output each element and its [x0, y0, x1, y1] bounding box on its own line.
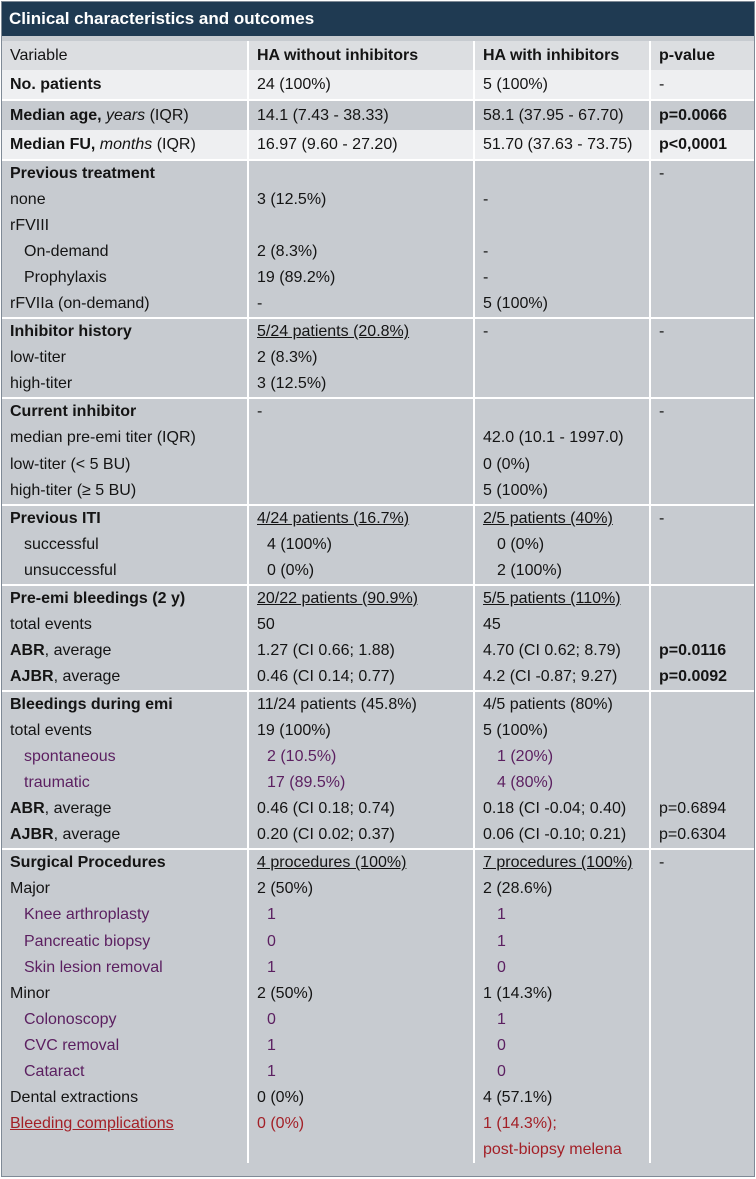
table-row	[2, 130, 754, 160]
cell-p: p=0.0092	[650, 664, 754, 691]
cell-with: 5/5 patients (110%)	[474, 585, 650, 612]
cell-without	[248, 1137, 474, 1163]
table-row	[2, 849, 754, 876]
cell-p	[650, 902, 754, 928]
cell-with: 0.18 (CI -0.04; 0.40)	[474, 796, 650, 822]
cell-p	[650, 1111, 754, 1137]
cell-without: 0 (0%)	[248, 558, 474, 585]
cell-with: 5 (100%)	[474, 70, 650, 100]
table-row	[2, 505, 754, 532]
cell-p: p=0.6894	[650, 796, 754, 822]
cell-without: 2 (50%)	[248, 981, 474, 1007]
section-heading: Current inhibitor	[2, 398, 248, 425]
cell-p: -	[650, 70, 754, 100]
cell-without: 14.1 (7.43 - 38.33)	[248, 100, 474, 130]
cell-without: 1.27 (CI 0.66; 1.88)	[248, 638, 474, 664]
table-row	[2, 398, 754, 425]
table-row	[2, 425, 754, 451]
cell-with: 4.70 (CI 0.62; 8.79)	[474, 638, 650, 664]
cell-p	[650, 744, 754, 770]
table-row	[2, 876, 754, 902]
cell-without: 4 procedures (100%)	[248, 849, 474, 876]
cell-with: -	[474, 239, 650, 265]
table-row	[2, 100, 754, 130]
cell-with	[474, 398, 650, 425]
table-row	[2, 1007, 754, 1033]
cell-without	[248, 160, 474, 187]
row-label: unsuccessful	[2, 558, 248, 585]
cell-p: -	[650, 849, 754, 876]
cell-p: p<0,0001	[650, 130, 754, 160]
cell-without: 4/24 patients (16.7%)	[248, 505, 474, 532]
cell-p	[650, 876, 754, 902]
cell-without: 0	[248, 1007, 474, 1033]
section-heading: Bleedings during emi	[2, 691, 248, 718]
table-row	[2, 558, 754, 585]
header-with-inhibitors: HA with inhibitors	[474, 41, 650, 70]
cell-p	[650, 981, 754, 1007]
table-row	[2, 612, 754, 638]
header-without-inhibitors: HA without inhibitors	[248, 41, 474, 70]
row-label: Pancreatic biopsy	[2, 929, 248, 955]
cell-without: -	[248, 291, 474, 318]
cell-p	[650, 770, 754, 796]
cell-without: -	[248, 398, 474, 425]
table-row	[2, 213, 754, 239]
table-row	[2, 1111, 754, 1137]
cell-with: 0 (0%)	[474, 452, 650, 478]
table-row	[2, 1137, 754, 1163]
cell-without: 24 (100%)	[248, 70, 474, 100]
cell-p: -	[650, 318, 754, 345]
cell-p	[650, 187, 754, 213]
table-row	[2, 981, 754, 1007]
cell-without: 2 (10.5%)	[248, 744, 474, 770]
cell-without: 0.46 (CI 0.18; 0.74)	[248, 796, 474, 822]
section-heading: Previous ITI	[2, 505, 248, 532]
row-label: Knee arthroplasty	[2, 902, 248, 928]
cell-without: 2 (50%)	[248, 876, 474, 902]
cell-without: 2 (8.3%)	[248, 345, 474, 371]
row-label: No. patients	[2, 70, 248, 100]
row-label: rFVIIa (on-demand)	[2, 291, 248, 318]
cell-p	[650, 239, 754, 265]
cell-with: 1 (14.3%);	[474, 1111, 650, 1137]
table-row	[2, 239, 754, 265]
row-label: high-titer	[2, 371, 248, 398]
cell-without: 17 (89.5%)	[248, 770, 474, 796]
cell-with: 7 procedures (100%)	[474, 849, 650, 876]
table-row	[2, 452, 754, 478]
cell-p	[650, 1033, 754, 1059]
table-row	[2, 1059, 754, 1085]
row-label: total events	[2, 718, 248, 744]
cell-p	[650, 1007, 754, 1033]
cell-p	[650, 558, 754, 585]
table-row	[2, 796, 754, 822]
cell-p	[650, 371, 754, 398]
cell-p	[650, 452, 754, 478]
cell-with: 45	[474, 612, 650, 638]
cell-with: 1 (20%)	[474, 744, 650, 770]
cell-p	[650, 532, 754, 558]
table-row	[2, 929, 754, 955]
row-label: Prophylaxis	[2, 265, 248, 291]
cell-p	[650, 929, 754, 955]
table-row	[2, 691, 754, 718]
section-heading: Pre-emi bleedings (2 y)	[2, 585, 248, 612]
cell-without: 16.97 (9.60 - 27.20)	[248, 130, 474, 160]
cell-with: 4/5 patients (80%)	[474, 691, 650, 718]
row-label: Cataract	[2, 1059, 248, 1085]
cell-p	[650, 1059, 754, 1085]
cell-without: 5/24 patients (20.8%)	[248, 318, 474, 345]
cell-with: 1	[474, 1007, 650, 1033]
row-label: ABR, average	[2, 638, 248, 664]
table-row	[2, 770, 754, 796]
cell-p: -	[650, 505, 754, 532]
cell-with: 51.70 (37.63 - 73.75)	[474, 130, 650, 160]
cell-without: 19 (100%)	[248, 718, 474, 744]
cell-without: 1	[248, 955, 474, 981]
table-row	[2, 187, 754, 213]
section-heading: Surgical Procedures	[2, 849, 248, 876]
cell-p	[650, 585, 754, 612]
outcomes-table	[2, 41, 754, 1163]
row-label: Minor	[2, 981, 248, 1007]
table-row	[2, 1033, 754, 1059]
cell-p	[650, 425, 754, 451]
table-row	[2, 345, 754, 371]
section-heading: Previous treatment	[2, 160, 248, 187]
cell-p	[650, 1137, 754, 1163]
table-row	[2, 1085, 754, 1111]
row-label: ABR, average	[2, 796, 248, 822]
table-row	[2, 638, 754, 664]
cell-p	[650, 265, 754, 291]
cell-with: -	[474, 265, 650, 291]
row-label: low-titer	[2, 345, 248, 371]
cell-with: 4 (57.1%)	[474, 1085, 650, 1111]
cell-without	[248, 452, 474, 478]
cell-with: 5 (100%)	[474, 291, 650, 318]
cell-with: 0 (0%)	[474, 532, 650, 558]
cell-with: 2 (100%)	[474, 558, 650, 585]
cell-with-note: post-biopsy melena	[474, 1137, 650, 1163]
cell-with: 0	[474, 955, 650, 981]
cell-with: 1 (14.3%)	[474, 981, 650, 1007]
cell-with	[474, 160, 650, 187]
cell-p: -	[650, 398, 754, 425]
table-row	[2, 70, 754, 100]
row-label: successful	[2, 532, 248, 558]
cell-p: p=0.6304	[650, 822, 754, 849]
table-row	[2, 664, 754, 691]
table-row	[2, 585, 754, 612]
row-label: total events	[2, 612, 248, 638]
outcomes-table-panel	[1, 1, 755, 1177]
cell-with: 4.2 (CI -0.87; 9.27)	[474, 664, 650, 691]
row-label: Colonoscopy	[2, 1007, 248, 1033]
row-label: Median FU, months (IQR)	[2, 130, 248, 160]
row-label: traumatic	[2, 770, 248, 796]
cell-p	[650, 478, 754, 505]
cell-with: 0	[474, 1059, 650, 1085]
cell-without	[248, 213, 474, 239]
cell-p	[650, 345, 754, 371]
table-row	[2, 902, 754, 928]
cell-without: 3 (12.5%)	[248, 187, 474, 213]
row-label: CVC removal	[2, 1033, 248, 1059]
cell-p	[650, 1085, 754, 1111]
row-label: Skin lesion removal	[2, 955, 248, 981]
cell-with: 2/5 patients (40%)	[474, 505, 650, 532]
cell-without: 0.20 (CI 0.02; 0.37)	[248, 822, 474, 849]
cell-with	[474, 213, 650, 239]
row-label: median pre-emi titer (IQR)	[2, 425, 248, 451]
cell-with: 5 (100%)	[474, 478, 650, 505]
row-label: Dental extractions	[2, 1085, 248, 1111]
table-row	[2, 291, 754, 318]
cell-with: 2 (28.6%)	[474, 876, 650, 902]
cell-with: -	[474, 187, 650, 213]
cell-without: 0	[248, 929, 474, 955]
cell-p	[650, 955, 754, 981]
row-label: high-titer (≥ 5 BU)	[2, 478, 248, 505]
cell-p: p=0.0066	[650, 100, 754, 130]
cell-without: 20/22 patients (90.9%)	[248, 585, 474, 612]
cell-without: 0.46 (CI 0.14; 0.77)	[248, 664, 474, 691]
cell-with: 4 (80%)	[474, 770, 650, 796]
cell-without	[248, 478, 474, 505]
row-label: Bleeding complications	[2, 1111, 248, 1137]
section-heading: Inhibitor history	[2, 318, 248, 345]
cell-without: 0 (0%)	[248, 1111, 474, 1137]
table-row	[2, 532, 754, 558]
cell-with: 58.1 (37.95 - 67.70)	[474, 100, 650, 130]
cell-with: 0	[474, 1033, 650, 1059]
table-row	[2, 318, 754, 345]
table-row	[2, 478, 754, 505]
table-row	[2, 822, 754, 849]
cell-with: -	[474, 318, 650, 345]
header-variable: Variable	[2, 41, 248, 70]
cell-without	[248, 425, 474, 451]
cell-with: 5 (100%)	[474, 718, 650, 744]
cell-p	[650, 691, 754, 718]
header-row	[2, 41, 754, 70]
table-title: Clinical characteristics and outcomes	[2, 2, 754, 36]
table-row	[2, 265, 754, 291]
cell-without: 19 (89.2%)	[248, 265, 474, 291]
cell-without: 1	[248, 1033, 474, 1059]
table-row	[2, 955, 754, 981]
cell-without: 1	[248, 902, 474, 928]
cell-without: 1	[248, 1059, 474, 1085]
header-p-value: p-value	[650, 41, 754, 70]
table-row	[2, 371, 754, 398]
row-label: On-demand	[2, 239, 248, 265]
cell-with: 1	[474, 929, 650, 955]
row-label: Major	[2, 876, 248, 902]
row-label: AJBR, average	[2, 664, 248, 691]
row-label: Median age, years (IQR)	[2, 100, 248, 130]
cell-p: -	[650, 160, 754, 187]
cell-p: p=0.0116	[650, 638, 754, 664]
row-label: AJBR, average	[2, 822, 248, 849]
cell-without: 11/24 patients (45.8%)	[248, 691, 474, 718]
row-label: rFVIII	[2, 213, 248, 239]
table-row	[2, 160, 754, 187]
row-label: spontaneous	[2, 744, 248, 770]
cell-with: 42.0 (10.1 - 1997.0)	[474, 425, 650, 451]
cell-without: 50	[248, 612, 474, 638]
cell-p	[650, 213, 754, 239]
table-row	[2, 718, 754, 744]
cell-without: 2 (8.3%)	[248, 239, 474, 265]
cell-without: 4 (100%)	[248, 532, 474, 558]
row-label: none	[2, 187, 248, 213]
row-label	[2, 1137, 248, 1163]
cell-with	[474, 371, 650, 398]
cell-p	[650, 718, 754, 744]
cell-with: 1	[474, 902, 650, 928]
cell-with: 0.06 (CI -0.10; 0.21)	[474, 822, 650, 849]
cell-without: 3 (12.5%)	[248, 371, 474, 398]
cell-p	[650, 291, 754, 318]
table-row	[2, 744, 754, 770]
row-label: low-titer (< 5 BU)	[2, 452, 248, 478]
cell-without: 0 (0%)	[248, 1085, 474, 1111]
cell-with	[474, 345, 650, 371]
cell-p	[650, 612, 754, 638]
